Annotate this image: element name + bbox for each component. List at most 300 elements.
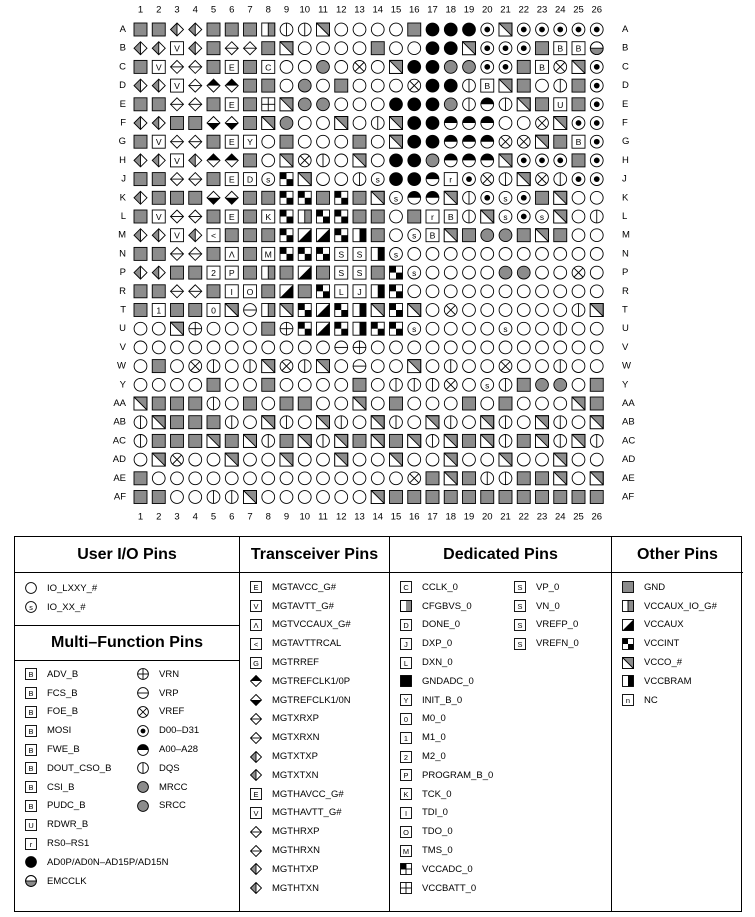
pin-H6 [225,154,238,167]
pin-AF13 [353,491,366,504]
pin-T3 [171,304,184,317]
legend-symbol-icon [400,713,412,725]
pin-G2 [152,135,165,148]
pin-AB25 [572,416,585,429]
column-label-top: 11 [318,4,328,16]
legend-item [250,860,389,879]
legend-item [250,822,389,841]
pin-N26 [590,248,603,261]
legend-item [250,634,389,653]
legend-item-label: MGTHRXP [272,826,320,838]
pin-A6 [225,23,238,36]
legend-item [400,597,493,616]
svg-text:M: M [402,846,410,856]
column-label-top: 13 [354,4,365,16]
pin-AD15 [390,453,403,466]
legend-item [250,879,389,898]
pin-N16 [408,248,421,261]
pin-C16 [408,61,421,74]
pin-Y4 [189,378,202,391]
pin-R15 [390,285,403,298]
pin-F8 [262,117,275,130]
pin-U13 [353,322,366,335]
pin-B17 [426,42,439,55]
pin-Y1 [134,378,147,391]
pin-T12 [335,304,348,317]
pin-C9 [280,61,293,74]
pin-C6 [225,60,238,73]
pin-C8 [262,60,275,73]
svg-text:S: S [517,620,523,630]
legend-symbol-icon [400,863,412,875]
column-label-bottom: 4 [192,511,198,523]
pin-T24 [554,304,567,317]
legend-item [400,691,493,710]
pin-G18 [444,135,457,148]
pin-G25 [572,135,585,148]
column-label-top: 4 [192,4,198,16]
pin-AF1 [134,491,147,504]
pin-M22 [517,229,530,242]
legend-symbol-icon [25,819,37,831]
column-label-bottom: 6 [229,511,235,523]
pin-C15 [390,60,403,73]
legend-item-label: VCCADC_0 [422,863,473,875]
pin-B24 [554,42,567,55]
legend-symbol-icon [250,788,262,800]
legend-symbol-icon [622,657,634,669]
pin-F25 [572,117,585,130]
pin-M3 [171,229,184,242]
pin-G14 [371,135,384,148]
pin-AF18 [444,491,457,504]
legend-item-label: VN_0 [536,600,560,612]
pin-AB10 [298,416,311,429]
pin-B14 [371,42,384,55]
pin-K10 [298,191,311,204]
pin-P14 [371,266,384,279]
column-label-bottom: 9 [283,511,290,523]
pin-Y11 [317,378,330,391]
pin-L12 [335,210,348,223]
pin-W11 [317,360,330,373]
svg-text:B: B [28,801,34,811]
legend-symbol-icon [137,800,149,812]
column-label-bottom: 11 [318,511,328,523]
pin-G19 [463,135,476,148]
pin-AA25 [572,397,585,410]
pin-Y22 [517,378,530,391]
pin-P15 [390,266,403,279]
legend-symbol-icon [622,675,634,687]
pin-G15 [390,135,403,148]
pin-J13 [353,173,366,186]
pin-A25 [572,23,585,36]
pin-AB12 [335,416,348,429]
pin-K19 [463,191,476,204]
pin-Y9 [280,378,293,391]
pin-P12 [335,266,348,279]
legend-symbol-icon [622,694,634,706]
pin-J7 [244,173,257,186]
svg-text:D: D [403,620,409,630]
pin-K8 [262,191,275,204]
legend-item [137,665,199,684]
pin-C2 [152,60,165,73]
pin-R4 [189,285,202,298]
pin-C10 [298,61,311,74]
pin-N10 [298,247,311,260]
row-label-right: V [622,341,629,353]
pin-AE7 [244,472,257,485]
pin-T8 [262,304,275,317]
pin-F9 [280,117,293,130]
pin-P22 [517,266,530,279]
legend-item-label: TCK_0 [422,788,452,800]
pin-U21 [499,322,512,335]
pin-K26 [590,191,603,204]
legend-item [137,740,199,759]
pin-M24 [554,229,567,242]
pin-N23 [536,248,549,261]
pin-R9 [280,285,293,298]
pin-R11 [317,285,330,298]
pin-B1 [134,42,147,55]
legend-item [250,653,389,672]
svg-text:E: E [253,790,259,800]
pin-L25 [572,210,585,223]
svg-text:s: s [503,324,508,335]
pin-P17 [426,266,439,279]
pin-AE13 [353,472,366,485]
legend-item-label: VRN [159,668,180,680]
pin-W20 [481,360,494,373]
svg-text:S: S [517,602,523,612]
legend-item [25,853,168,872]
pin-AA4 [189,397,202,410]
pin-C17 [426,61,439,74]
pin-G8 [262,135,275,148]
svg-text:B: B [575,43,582,54]
pin-A24 [554,23,567,36]
pin-E2 [152,98,165,111]
legend-item [137,721,199,740]
pin-AD21 [499,453,512,466]
pin-T2 [152,304,165,317]
legend-symbol-icon [25,856,37,868]
pin-W12 [335,360,348,373]
pin-AB15 [390,416,403,429]
legend-item-label: VRP [159,687,179,699]
pin-R5 [207,285,220,298]
pin-K20 [481,191,494,204]
column-label-bottom: 22 [518,511,530,523]
pin-AE14 [371,472,384,485]
pin-AD2 [152,453,165,466]
svg-text:E: E [228,174,235,185]
svg-text:E: E [253,583,259,593]
legend-item [400,616,493,635]
legend-item [250,578,389,597]
pin-P20 [481,266,494,279]
pin-Y24 [554,378,567,391]
pin-P18 [444,266,457,279]
legend-symbol-icon [250,713,262,725]
pin-AE1 [134,472,147,485]
pin-AB19 [463,416,476,429]
pin-D11 [317,79,330,92]
legend-symbol-icon [514,619,526,631]
legend-item-label: NC [644,694,658,706]
pin-E21 [499,98,512,111]
pin-P7 [244,266,257,279]
svg-text:O: O [246,286,254,297]
legend-symbol-icon [25,668,37,680]
pin-C11 [317,61,330,74]
pin-AF6 [225,491,238,504]
pin-T10 [298,304,311,317]
pin-G13 [353,135,366,148]
pin-M4 [189,229,202,242]
legend-item-label: MGTREFCLK1/0N [272,694,351,706]
pin-AE18 [444,472,457,485]
pin-J21 [499,173,512,186]
row-label-right: R [622,285,629,297]
pin-N25 [572,248,585,261]
pin-AC21 [499,435,512,448]
pin-E10 [298,98,311,111]
legend-symbol-icon [25,875,37,887]
legend-item-label: MGTHAVTT_G# [272,807,342,819]
pin-E16 [408,98,421,111]
legend-symbol-icon [622,638,634,650]
row-label-left: U [119,323,126,335]
pin-F24 [554,117,567,130]
svg-text:Y: Y [403,696,409,706]
legend-item [25,872,168,891]
pin-H24 [554,154,567,167]
svg-text:Y: Y [247,137,253,148]
legend-item-label: SRCC [159,800,186,812]
pin-B16 [408,42,421,55]
pin-D19 [463,79,476,92]
pin-F14 [371,117,384,130]
legend-item [25,579,239,598]
legend-item-label: DXN_0 [422,657,453,669]
pin-P5 [207,266,220,279]
pin-L5 [207,210,220,223]
svg-text:V: V [174,43,180,54]
svg-text:s: s [393,193,399,204]
pin-W25 [572,360,585,373]
pin-AC9 [280,434,293,447]
legend-item-label: VP_0 [536,581,560,593]
pin-M10 [298,229,311,242]
pin-D3 [171,79,184,92]
pin-J18 [444,173,457,186]
legend-item [137,684,199,703]
legend-item-label: MGTHTXN [272,882,319,894]
svg-text:s: s [29,603,33,613]
legend-item [400,728,493,747]
pin-A2 [152,23,165,36]
legend-item-label: MGTVCCAUX_G# [272,619,351,631]
pin-K2 [152,191,165,204]
pin-L8 [262,210,275,223]
legend-symbol-icon [250,807,262,819]
pin-U10 [298,322,311,335]
pin-K4 [189,191,202,204]
pin-AB8 [262,416,275,429]
legend-item [514,634,579,653]
svg-text:s: s [412,230,417,241]
pin-R20 [481,285,494,298]
legend-item [400,578,493,597]
pin-N13 [353,247,366,260]
pin-B23 [536,42,549,55]
legend-symbol-icon [250,600,262,612]
pin-AC14 [371,434,384,447]
pin-A22 [517,23,530,36]
legend-user-io-title: User I/O Pins [15,537,239,573]
column-label-bottom: 21 [500,511,511,523]
row-label-right: E [622,98,629,110]
pin-L10 [298,210,311,223]
pin-V22 [517,341,530,354]
column-label-bottom: 18 [445,511,457,523]
pin-G7 [244,135,257,148]
legend-item [622,653,743,672]
pin-AA19 [463,397,476,410]
pin-P19 [463,266,476,279]
svg-text:G: G [253,658,259,668]
pin-L15 [390,210,403,223]
column-label-top: 9 [283,4,290,16]
pin-K7 [244,191,257,204]
pin-AE6 [225,472,238,485]
pin-J16 [408,173,421,186]
pin-Y8 [262,378,275,391]
pin-G6 [225,135,238,148]
svg-text:B: B [28,764,34,774]
legend-symbol-icon [25,725,37,737]
pin-Y26 [590,378,603,391]
pin-AD22 [517,453,530,466]
pin-N3 [171,247,184,260]
pin-T9 [280,304,293,317]
pin-AB18 [444,416,457,429]
svg-text:B: B [447,212,454,222]
row-label-right: C [622,61,629,73]
pin-B7 [244,42,257,55]
pin-AB11 [317,416,330,429]
pin-N8 [262,247,275,260]
legend-symbol-icon [400,600,412,612]
pin-P10 [298,266,311,279]
row-label-left: W [117,360,126,372]
pin-V6 [225,341,238,354]
pin-A3 [171,23,184,36]
pin-E25 [572,98,585,111]
pin-A16 [408,23,421,36]
pin-H1 [134,154,147,167]
legend-symbol-icon [622,581,634,593]
pin-Y23 [536,378,549,391]
pin-AB20 [481,416,494,429]
pin-B20 [481,42,494,55]
pin-U12 [335,322,348,335]
pin-AD5 [207,453,220,466]
legend-symbol-icon [25,687,37,699]
legend-symbol-icon [250,751,262,763]
pin-D14 [371,79,384,92]
legend-item [250,841,389,860]
pin-K23 [536,191,549,204]
pin-AB4 [189,416,202,429]
pin-AC20 [481,434,494,447]
pin-L13 [353,210,366,223]
pin-B26 [590,42,603,55]
pin-J26 [590,173,603,186]
row-label-left: AB [113,416,126,428]
pin-T14 [371,304,384,317]
pin-M17 [426,229,439,242]
pin-A17 [426,23,439,36]
column-label-top: 5 [210,4,217,16]
svg-text:s: s [266,174,271,185]
legend-item [400,747,493,766]
pin-N2 [152,247,165,260]
pin-AF15 [390,491,403,504]
pin-U23 [536,322,549,335]
pin-U2 [152,322,165,335]
pin-L1 [134,210,147,223]
legend-item [250,785,389,804]
pin-V3 [171,341,184,354]
svg-text:L: L [403,658,409,668]
pin-AA9 [280,397,293,410]
row-label-right: G [622,136,630,148]
pin-AA1 [134,397,147,410]
pin-J5 [207,173,220,186]
legend-symbol-icon [400,882,412,894]
legend-item-label: A00–A28 [159,744,199,756]
pin-P9 [280,266,293,279]
pin-E6 [225,98,238,111]
pin-F26 [590,117,603,130]
row-label-right: M [622,229,630,241]
pin-L7 [244,210,257,223]
pin-C26 [590,61,603,74]
pin-L21 [499,210,512,223]
row-label-right: K [622,192,629,204]
row-label-left: T [120,304,126,316]
pin-F18 [444,117,457,130]
pin-V20 [481,341,494,354]
svg-text:V: V [155,212,162,222]
legend-item-label: TDI_0 [422,807,448,819]
pin-D22 [517,79,530,92]
legend-item-label: MGTHAVCC_G# [272,788,344,800]
pin-E7 [244,98,257,111]
svg-text:I: I [230,286,233,297]
legend-symbol-icon [25,706,37,718]
svg-text:C: C [265,62,272,73]
svg-text:B: B [484,81,491,92]
pin-J15 [390,173,403,186]
svg-text:s: s [412,324,417,335]
pin-M12 [335,229,348,242]
